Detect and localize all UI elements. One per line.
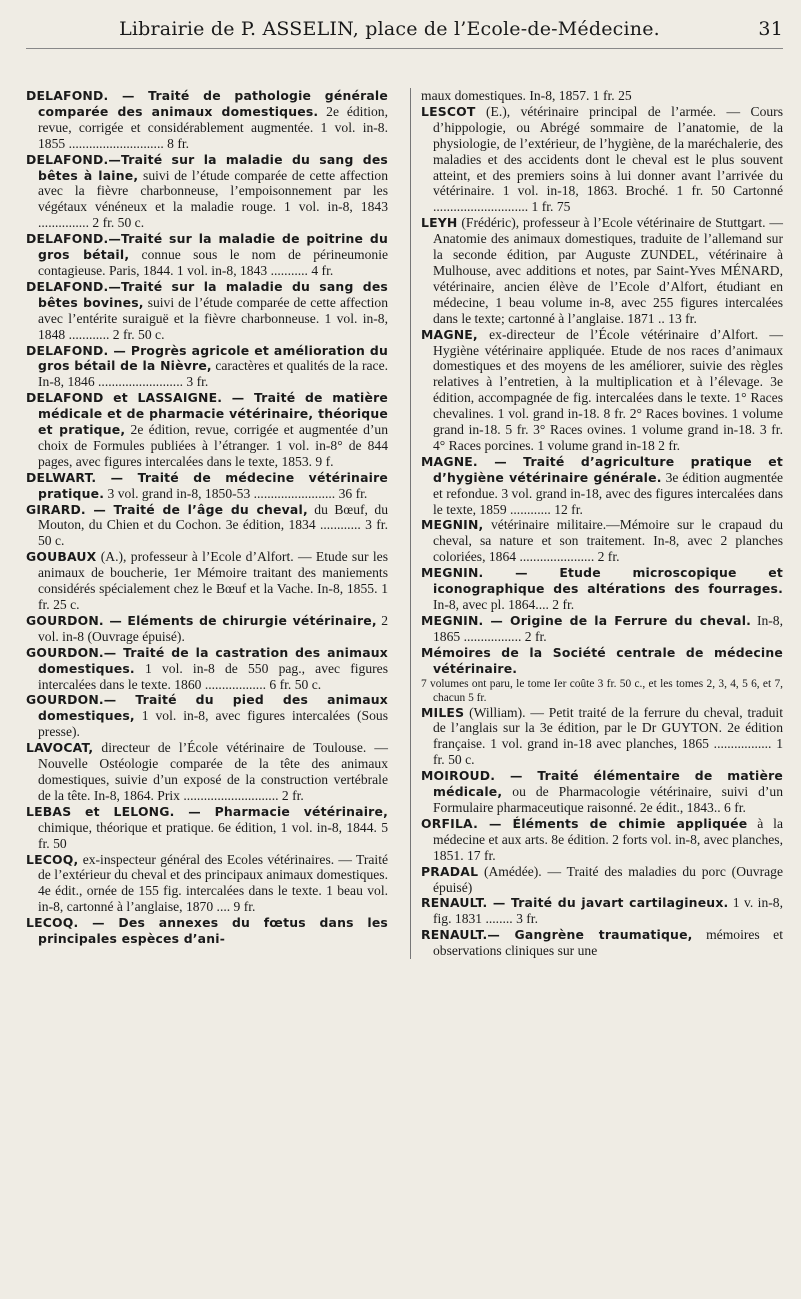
catalog-entry (26, 915, 388, 947)
entry-heading: LAVOCAT, (26, 740, 94, 756)
entry-text: (William). — Petit traité de la ferrure du cheval, traduit de l’anglais sur la 3e édition, par le Dr GUYTON. 2e édition française. 1 vol. grand in-18 avec planches, 1865 ................. 1 fr. 50 c. (433, 704, 783, 768)
entry-heading: DELWART. — Traité de médecine vétérinaire pratique. (26, 469, 388, 501)
catalog-entry (26, 692, 388, 740)
page-number: 31 (758, 18, 783, 40)
entry-heading: DELAFOND et LASSAIGNE. — Traité de matière médicale et de pharmacie vétérinaire, théorique et pratique, (26, 390, 388, 438)
catalog-entry (421, 565, 783, 613)
entry-heading: LESCOT (421, 103, 476, 119)
entry-text: 2e édition, revue, corrigée et augmentée d’un choix de Formules publiées à l’étranger. 1 vol. in-8° de 844 pages, avec figures intercalées dans le texte, 1853. 9 f. (38, 422, 388, 469)
catalog-entry (421, 327, 783, 454)
entry-heading: LEYH (421, 215, 458, 231)
entry-heading: GOURDON.— Traité du pied des animaux domestiques, (26, 692, 388, 724)
catalog-entry (26, 343, 388, 391)
entry-heading: MAGNE, (421, 326, 478, 342)
entry-text: directeur de l’École vétérinaire de Toulouse. — Nouvelle Ostéologie comparée de la tête des animaux domestiques, suivie d’un exposé de la construction vertébrale de la tête. In-8, 1864. Prix ............................ 2 fr. (38, 740, 388, 803)
entry-text: 3e édition augmentée et refondue. 3 vol. grand in-18, avec des figures intercalées dans le texte, 1859 ............ 12 fr. (433, 469, 784, 517)
entry-heading: DELAFOND.—Traité sur la maladie du sang des bêtes bovines, (26, 278, 388, 310)
page-title: Librairie de P. ASSELIN, place de l’Ecole-de-Médecine. (119, 18, 660, 40)
entry-heading: Mémoires de la Société centrale de médecine vétérinaire. (421, 644, 783, 676)
catalog-entry (26, 740, 388, 804)
catalog-entry (26, 804, 388, 852)
catalog-columns (26, 88, 783, 959)
entry-text: (Frédéric), professeur à l’Ecole vétérinaire de Stuttgart. — Anatomie des animaux domestiques, traduite de l’allemand sur la seconde édition, par Auguste ZUNDEL, vétérinaire à Mulhouse, avec additions et notes, par Saint-Yves MÉNARD, vétérinaire, ancien élève de l’Ecole d’Alfort, étudiant en médecine, 1 beau volume in-8, avec 255 figures intercalées dans le texte; cartonné à l’anglaise. 1871 .. 13 fr. (433, 215, 783, 326)
entry-text: ex-inspecteur général des Ecoles vétérinaires. — Traité de l’extérieur du cheval et des principaux animaux domestiques. 4e édit., ornée de 155 fig. intercalées dans le texte. 1 beau vol. in-8, cartonné à l’anglaise, 1870 .... 9 fr. (38, 851, 388, 915)
entry-heading: GOURDON.— Traité de la castration des animaux domestiques. (26, 644, 388, 676)
catalog-entry (26, 231, 388, 279)
entry-text: In-8, avec pl. 1864.... 2 fr. (433, 597, 575, 612)
entry-text: mémoires et observations cliniques sur une (433, 927, 783, 959)
catalog-entry (26, 279, 388, 343)
catalog-entry (26, 613, 388, 645)
entry-heading: MOIROUD. — Traité élémentaire de matière médicale, (421, 768, 783, 800)
entry-heading: LECOQ, (26, 851, 79, 867)
header-rule (26, 48, 783, 49)
entry-heading: MEGNIN, (421, 517, 484, 533)
entry-heading: PRADAL (421, 863, 479, 879)
catalog-entry (421, 816, 783, 864)
entry-text: 7 volumes ont paru, le tome Ier coûte 3 fr. 50 c., et les tomes 2, 3, 4, 5 6, et 7, chacun 5 fr. (421, 677, 783, 704)
catalog-entry (421, 927, 783, 959)
page-header (26, 12, 783, 56)
catalog-entry (421, 705, 783, 769)
entry-text: (A.), professeur à l’Ecole d’Alfort. — Etude sur les animaux de boucherie, 1er Mémoire traitant des maniements considérés spécialement chez le Bœuf et la Vache. In-8, 1855. 1 fr. 25 c. (38, 549, 388, 612)
entry-heading: GIRARD. — Traité de l’âge du cheval, (26, 501, 308, 517)
entry-text: 1 vol. in-8 de 550 pag., avec figures intercalées dans le texte. 1860 .................. 6 fr. 50 c. (38, 660, 388, 692)
catalog-entry (26, 470, 388, 502)
left-column (26, 88, 388, 959)
entry-heading: ORFILA. — Éléments de chimie appliquée (421, 815, 748, 831)
catalog-entry (421, 88, 783, 104)
entry-text: maux domestiques. In-8, 1857. 1 fr. 25 (421, 88, 632, 103)
catalog-entry (421, 215, 783, 326)
entry-heading: LEBAS et LELONG. — Pharmacie vétérinaire, (26, 803, 388, 819)
entry-heading: LECOQ. — Des annexes du fœtus dans les principales espèces d’ani- (26, 915, 388, 947)
entry-heading: DELAFOND. — Progrès agricole et amélioration du gros bétail de la Nièvre, (26, 342, 388, 374)
entry-text: 2e édition, revue, corrigée et considérablement augmentée. 1 vol. in-8. 1855 ............................ 8 fr. (38, 103, 388, 151)
entry-heading: GOUBAUX (26, 549, 97, 565)
entry-text: à la médecine et aux arts. 8e édition. 2 forts vol. in-8, avec planches, 1851. 17 fr. (433, 815, 783, 863)
catalog-entry (421, 104, 783, 215)
entry-text: suivi de l’étude comparée de cette affection avec l’entérite suraiguë et la fièvre charbonneuse. 1 vol. in-8, 1848 ............ 2 fr. 50 c. (38, 294, 388, 342)
catalog-entry (421, 517, 783, 565)
entry-text: ex-directeur de l’École vétérinaire d’Alfort. — Hygiène vétérinaire appliquée. Etude de nos races d’animaux domestiques et des moyens de les améliorer, suivie des règles relatives à l’entretien, à la multiplication et à l’élevage. 3e édition, accompagnée de fig. intercalées dans le texte. 1° Races chevalines. 1 vol. grand in-18. 8 fr. 2° Races bovines. 1 volume grand in-18. 5 fr. 3° Races ovines. 1 volume grand in-18. 3 fr. 4° Races porcines. 1 volume grand in-18 2 fr. (433, 326, 783, 453)
entry-text: connue sous le nom de périneumonie contagieuse. Paris, 1844. 1 vol. in-8, 1843 ........... 4 fr. (38, 247, 389, 278)
entry-text: chimique, théorique et pratique. 6e édition, 1 vol. in-8, 1844. 5 fr. 50 (38, 819, 388, 851)
catalog-entry (26, 152, 388, 232)
catalog-entry (421, 613, 783, 645)
entry-heading: MEGNIN. — Etude microscopique et iconographique des altérations des fourrages. (421, 565, 783, 597)
catalog-entry (26, 852, 388, 916)
entry-text: ou de Pharmacologie vétérinaire, suivi d’un Formulaire pharmaceutique raisonné. 2e édit., 1843.. 6 fr. (433, 784, 783, 815)
catalog-entry (26, 502, 388, 550)
entry-text: suivi de l’étude comparée de cette affection avec la fièvre charbonneuse, l’empoisonnement par les végétaux vénéneux et la maladie rouge. 1 vol. in-8, 1843 ............... 2 fr. 50 c. (38, 167, 388, 231)
entry-text: (Amédée). — Traité des maladies du porc (Ouvrage épuisé) (433, 863, 783, 895)
entry-heading: MEGNIN. — Origine de la Ferrure du cheval. (421, 612, 752, 628)
entry-heading: RENAULT.— Gangrène traumatique, (421, 927, 693, 943)
right-column (410, 88, 783, 959)
catalog-entry (26, 645, 388, 693)
entry-text: caractères et qualités de la race. In-8, 1846 ......................... 3 fr. (38, 358, 388, 390)
catalog-entry (421, 645, 783, 677)
catalog-entry (421, 895, 783, 927)
entry-heading: GOURDON. — Eléments de chirurgie vétérinaire, (26, 612, 377, 628)
entry-heading: RENAULT. — Traité du javart cartilagineux. (421, 895, 729, 911)
catalog-entry (421, 454, 783, 518)
entry-heading: DELAFOND.—Traité sur la maladie du sang des bêtes à laine, (26, 151, 388, 183)
entry-text: 2 vol. in-8 (Ouvrage épuisé). (38, 612, 388, 644)
entry-text: vétérinaire militaire.—Mémoire sur le crapaud du cheval, sa nature et son traitement. In-8, avec 2 planches coloriées, 1864 ...................... 2 fr. (433, 517, 783, 565)
entry-heading: MAGNE. — Traité d’agriculture pratique et d’hygiène vétérinaire générale. (421, 453, 783, 485)
entry-text: In-8, 1865 ................. 2 fr. (433, 612, 783, 644)
entry-heading: MILES (421, 704, 465, 720)
entry-text: du Bœuf, du Mouton, du Chien et du Cochon. 3e édition, 1834 ............ 3 fr. 50 c. (38, 501, 388, 549)
entry-text: 1 vol. in-8, avec figures intercalées (Sous presse). (38, 708, 388, 740)
entry-text: (E.), vétérinaire principal de l’armée. — Cours d’hippologie, ou Abrégé sommaire de l’anatomie, de la physiologie, de l’extérieur, de l’hygiène, de la maréchalerie, des maladies et des accidents dont le cheval est le plus souvent atteint, et des premiers soins à lui donner avant l’arrivée du vétérinaire. 1 vol. in-18, 1863. Broché. 1 fr. 50 Cartonné ............................ 1 fr. 75 (433, 103, 783, 215)
catalog-entry (26, 549, 388, 613)
entry-heading: DELAFOND. — Traité de pathologie générale comparée des animaux domestiques. (26, 88, 388, 119)
catalog-entry (421, 677, 783, 705)
catalog-entry (26, 390, 388, 470)
catalog-entry (26, 88, 388, 152)
catalog-entry (421, 768, 783, 816)
entry-text: 3 vol. grand in-8, 1850-53 ........................ 36 fr. (104, 485, 368, 501)
entry-heading: DELAFOND.—Traité sur la maladie de poitrine du gros bétail, (26, 231, 388, 263)
catalog-entry (421, 864, 783, 896)
entry-text: 1 v. in-8, fig. 1831 ........ 3 fr. (433, 895, 783, 927)
